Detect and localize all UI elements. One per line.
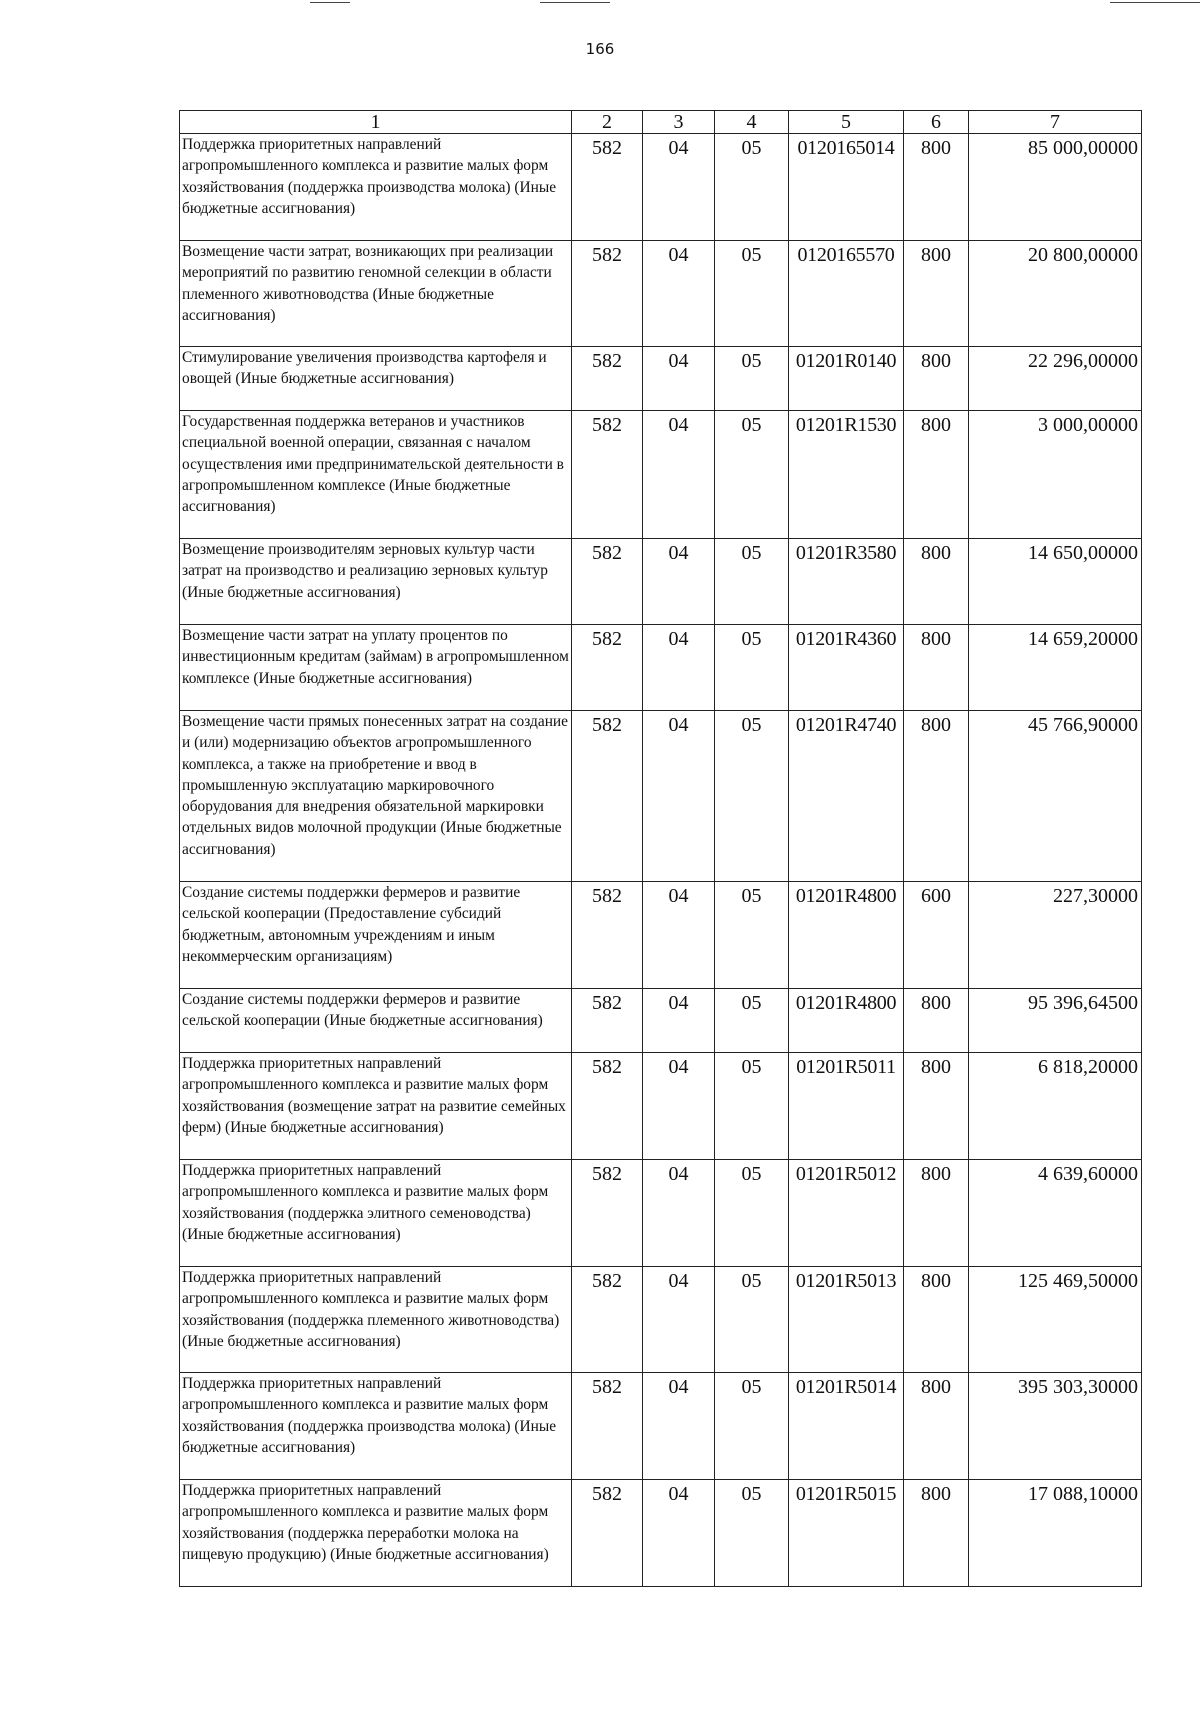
- ministry-code: 582: [572, 539, 643, 625]
- expense-name: Создание системы поддержки фермеров и развитие сельской кооперации (Предоставление субсидий бюджетным, автономным учреждениям и иным некоммерческим организациям): [180, 882, 572, 989]
- subsection-code: 05: [715, 1480, 789, 1587]
- expense-type-code: 800: [904, 625, 969, 711]
- amount: 45 766,90000: [969, 711, 1142, 882]
- target-article-code: 01201R5013: [789, 1267, 904, 1373]
- amount: 14 650,00000: [969, 539, 1142, 625]
- table-row: [180, 347, 1142, 411]
- expense-name: Создание системы поддержки фермеров и развитие сельской кооперации (Иные бюджетные ассигнования): [180, 989, 572, 1053]
- expense-type-code: 800: [904, 711, 969, 882]
- scan-artifact: [1110, 2, 1200, 3]
- expense-type-code: 800: [904, 1267, 969, 1373]
- table-row: [180, 539, 1142, 625]
- section-code: 04: [643, 1267, 715, 1373]
- expense-type-code: 600: [904, 882, 969, 989]
- section-code: 04: [643, 882, 715, 989]
- amount: 3 000,00000: [969, 411, 1142, 539]
- ministry-code: 582: [572, 1267, 643, 1373]
- section-code: 04: [643, 411, 715, 539]
- table-row: [180, 1267, 1142, 1373]
- target-article-code: 01201R3580: [789, 539, 904, 625]
- amount: 85 000,00000: [969, 134, 1142, 241]
- amount: 125 469,50000: [969, 1267, 1142, 1373]
- expense-type-code: 800: [904, 539, 969, 625]
- section-code: 04: [643, 241, 715, 347]
- expense-name: Поддержка приоритетных направлений агропромышленного комплекса и развитие малых форм хозяйствования (возмещение затрат на развитие семейных ферм) (Иные бюджетные ассигнования): [180, 1053, 572, 1160]
- amount: 4 639,60000: [969, 1160, 1142, 1267]
- section-code: 04: [643, 1053, 715, 1160]
- target-article-code: 01201R5015: [789, 1480, 904, 1587]
- table-row: [180, 1480, 1142, 1587]
- amount: 14 659,20000: [969, 625, 1142, 711]
- section-code: 04: [643, 134, 715, 241]
- column-header: 6: [904, 111, 969, 134]
- expense-type-code: 800: [904, 134, 969, 241]
- column-header: 5: [789, 111, 904, 134]
- ministry-code: 582: [572, 1053, 643, 1160]
- target-article-code: 01201R1530: [789, 411, 904, 539]
- section-code: 04: [643, 625, 715, 711]
- expense-name: Поддержка приоритетных направлений агропромышленного комплекса и развитие малых форм хозяйствования (поддержка элитного семеноводства) (Иные бюджетные ассигнования): [180, 1160, 572, 1267]
- expense-name: Государственная поддержка ветеранов и участников специальной военной операции, связанная с началом осуществления ими предпринимательской деятельности в агропромышленном комплексе (Иные бюджетные ассигнования): [180, 411, 572, 539]
- subsection-code: 05: [715, 1160, 789, 1267]
- ministry-code: 582: [572, 625, 643, 711]
- expense-type-code: 800: [904, 1160, 969, 1267]
- section-code: 04: [643, 1160, 715, 1267]
- subsection-code: 05: [715, 1373, 789, 1480]
- subsection-code: 05: [715, 539, 789, 625]
- expense-type-code: 800: [904, 1480, 969, 1587]
- subsection-code: 05: [715, 1053, 789, 1160]
- table-row: [180, 1053, 1142, 1160]
- expense-name: Стимулирование увеличения производства картофеля и овощей (Иные бюджетные ассигнования): [180, 347, 572, 411]
- expense-name: Поддержка приоритетных направлений агропромышленного комплекса и развитие малых форм хозяйствования (поддержка производства молока) (Иные бюджетные ассигнования): [180, 1373, 572, 1480]
- table-header-row: [180, 111, 1142, 134]
- ministry-code: 582: [572, 134, 643, 241]
- table-row: [180, 1373, 1142, 1480]
- expense-name: Возмещение части затрат на уплату процентов по инвестиционным кредитам (займам) в агропромышленном комплексе (Иные бюджетные ассигнования): [180, 625, 572, 711]
- ministry-code: 582: [572, 989, 643, 1053]
- section-code: 04: [643, 711, 715, 882]
- expense-type-code: 800: [904, 411, 969, 539]
- ministry-code: 582: [572, 1480, 643, 1587]
- amount: 20 800,00000: [969, 241, 1142, 347]
- expense-type-code: 800: [904, 347, 969, 411]
- amount: 17 088,10000: [969, 1480, 1142, 1587]
- budget-table: [179, 110, 1142, 1587]
- column-header: 1: [180, 111, 572, 134]
- target-article-code: 01201R4800: [789, 882, 904, 989]
- amount: 6 818,20000: [969, 1053, 1142, 1160]
- scan-artifact: [310, 2, 350, 3]
- expense-name: Возмещение части прямых понесенных затрат на создание и (или) модернизацию объектов агропромышленного комплекса, а также на приобретение и ввод в промышленную эксплуатацию маркировочного оборудования для внедрения обязательной маркировки отдельных видов молочной продукции (Иные бюджетные ассигнования): [180, 711, 572, 882]
- table-row: [180, 241, 1142, 347]
- subsection-code: 05: [715, 347, 789, 411]
- amount: 22 296,00000: [969, 347, 1142, 411]
- section-code: 04: [643, 347, 715, 411]
- expense-name: Поддержка приоритетных направлений агропромышленного комплекса и развитие малых форм хозяйствования (поддержка переработки молока на пищевую продукцию) (Иные бюджетные ассигнования): [180, 1480, 572, 1587]
- column-header: 3: [643, 111, 715, 134]
- expense-name: Поддержка приоритетных направлений агропромышленного комплекса и развитие малых форм хозяйствования (поддержка производства молока) (Иные бюджетные ассигнования): [180, 134, 572, 241]
- target-article-code: 01201R4800: [789, 989, 904, 1053]
- expense-type-code: 800: [904, 241, 969, 347]
- table-row: [180, 882, 1142, 989]
- page-number: 166: [585, 40, 615, 58]
- amount: 395 303,30000: [969, 1373, 1142, 1480]
- target-article-code: 0120165014: [789, 134, 904, 241]
- expense-type-code: 800: [904, 1373, 969, 1480]
- target-article-code: 01201R4740: [789, 711, 904, 882]
- subsection-code: 05: [715, 882, 789, 989]
- subsection-code: 05: [715, 711, 789, 882]
- table-row: [180, 1160, 1142, 1267]
- target-article-code: 01201R5014: [789, 1373, 904, 1480]
- amount: 227,30000: [969, 882, 1142, 989]
- subsection-code: 05: [715, 134, 789, 241]
- ministry-code: 582: [572, 711, 643, 882]
- table-row: [180, 989, 1142, 1053]
- section-code: 04: [643, 1373, 715, 1480]
- scan-artifact: [540, 2, 610, 3]
- table-row: [180, 411, 1142, 539]
- subsection-code: 05: [715, 989, 789, 1053]
- target-article-code: 01201R5012: [789, 1160, 904, 1267]
- subsection-code: 05: [715, 411, 789, 539]
- table-row: [180, 134, 1142, 241]
- target-article-code: 01201R5011: [789, 1053, 904, 1160]
- expense-name: Поддержка приоритетных направлений агропромышленного комплекса и развитие малых форм хозяйствования (поддержка племенного животноводства) (Иные бюджетные ассигнования): [180, 1267, 572, 1373]
- section-code: 04: [643, 989, 715, 1053]
- subsection-code: 05: [715, 241, 789, 347]
- ministry-code: 582: [572, 411, 643, 539]
- column-header: 2: [572, 111, 643, 134]
- target-article-code: 01201R0140: [789, 347, 904, 411]
- section-code: 04: [643, 539, 715, 625]
- section-code: 04: [643, 1480, 715, 1587]
- expense-type-code: 800: [904, 1053, 969, 1160]
- ministry-code: 582: [572, 1160, 643, 1267]
- subsection-code: 05: [715, 1267, 789, 1373]
- amount: 95 396,64500: [969, 989, 1142, 1053]
- table-row: [180, 625, 1142, 711]
- ministry-code: 582: [572, 1373, 643, 1480]
- column-header: 7: [969, 111, 1142, 134]
- target-article-code: 0120165570: [789, 241, 904, 347]
- ministry-code: 582: [572, 882, 643, 989]
- target-article-code: 01201R4360: [789, 625, 904, 711]
- ministry-code: 582: [572, 241, 643, 347]
- expense-type-code: 800: [904, 989, 969, 1053]
- ministry-code: 582: [572, 347, 643, 411]
- column-header: 4: [715, 111, 789, 134]
- expense-name: Возмещение производителям зерновых культур части затрат на производство и реализацию зерновых культур (Иные бюджетные ассигнования): [180, 539, 572, 625]
- table-row: [180, 711, 1142, 882]
- subsection-code: 05: [715, 625, 789, 711]
- expense-name: Возмещение части затрат, возникающих при реализации мероприятий по развитию геномной селекции в области племенного животноводства (Иные бюджетные ассигнования): [180, 241, 572, 347]
